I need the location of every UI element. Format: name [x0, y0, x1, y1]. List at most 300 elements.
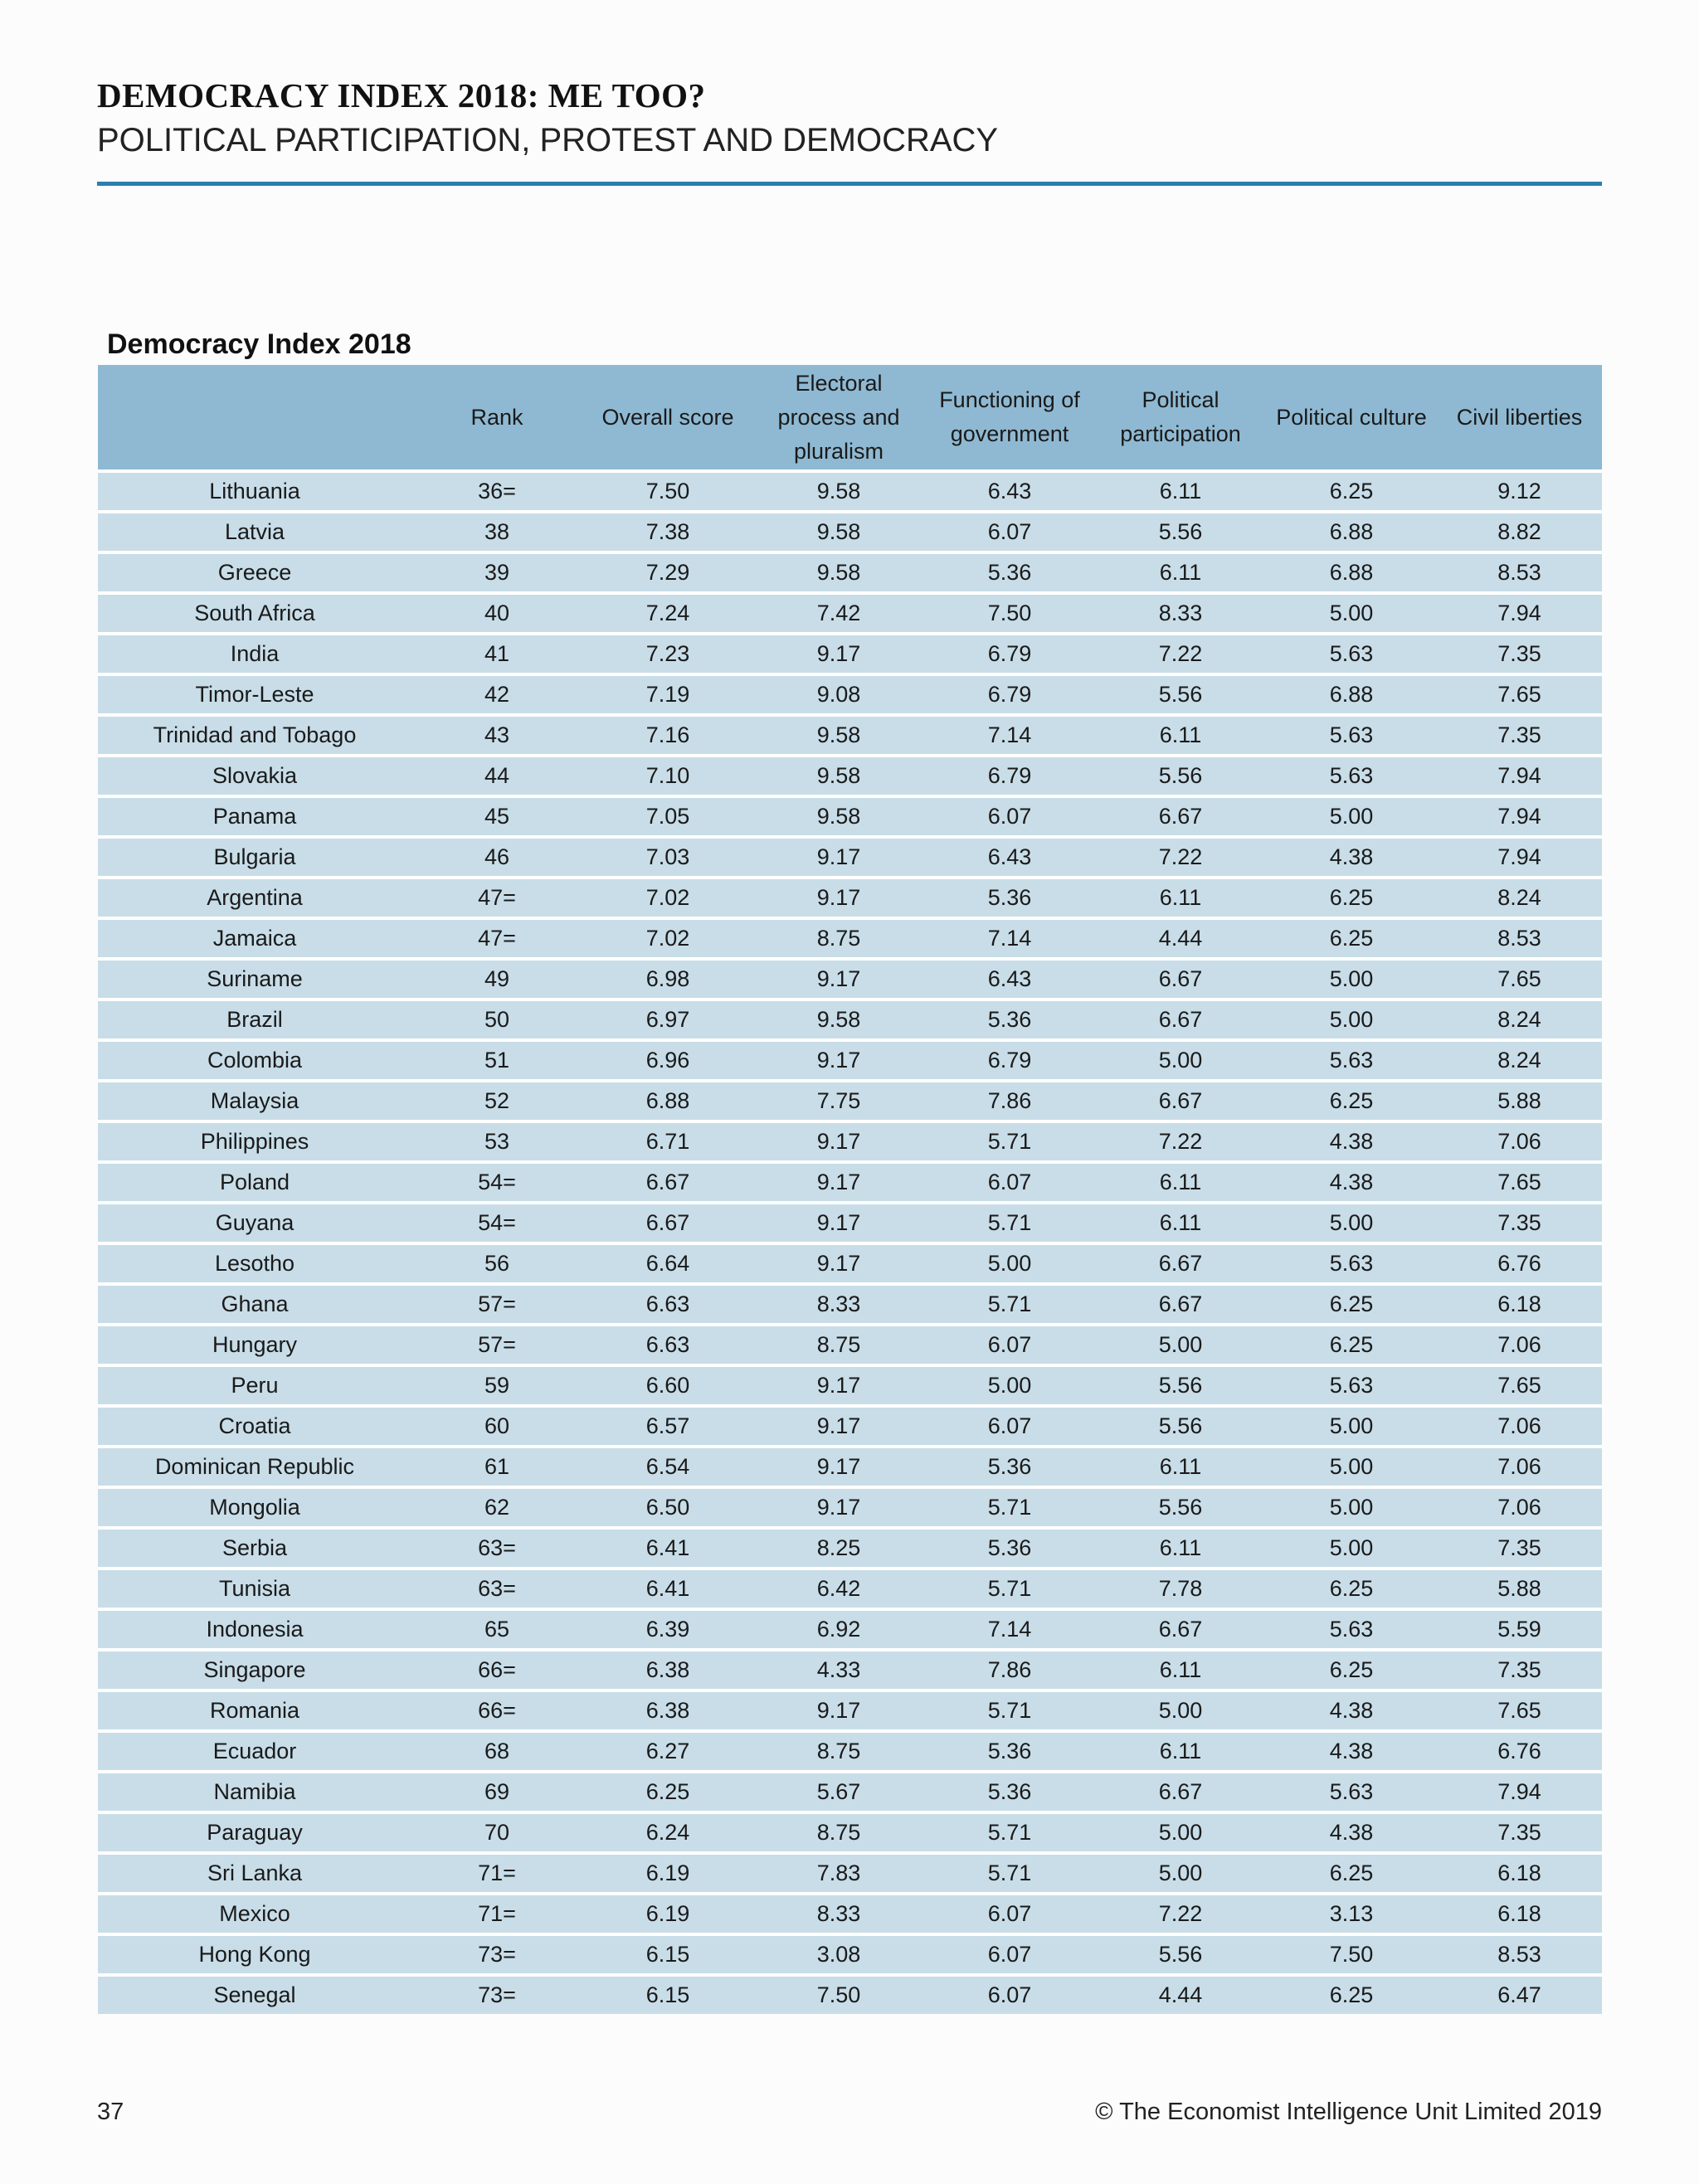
country-cell: India: [98, 632, 411, 673]
functioning-of-government-cell: 5.71: [924, 1567, 1095, 1608]
political-participation-cell: 6.67: [1095, 1242, 1266, 1282]
electoral-process-cell: 8.75: [753, 917, 924, 957]
copyright-notice: © The Economist Intelligence Unit Limited 2019: [1095, 2099, 1602, 2125]
overall-score-cell: 6.63: [582, 1282, 753, 1323]
country-cell: Poland: [98, 1160, 411, 1201]
functioning-of-government-cell: 5.71: [924, 1811, 1095, 1851]
country-cell: Timor-Leste: [98, 673, 411, 713]
political-participation-cell: 5.56: [1095, 1486, 1266, 1526]
civil-liberties-cell: 7.94: [1437, 835, 1602, 876]
functioning-of-government-cell: 5.00: [924, 1364, 1095, 1404]
rank-cell: 53: [411, 1120, 582, 1160]
functioning-of-government-cell: 5.71: [924, 1486, 1095, 1526]
table-row: [98, 632, 1602, 673]
electoral-process-cell: 9.17: [753, 1364, 924, 1404]
overall-score-cell: 6.15: [582, 1973, 753, 2014]
overall-score-cell: 6.57: [582, 1404, 753, 1445]
electoral-process-cell: 9.17: [753, 1689, 924, 1729]
overall-score-cell: 6.96: [582, 1038, 753, 1079]
table-title: Democracy Index 2018: [107, 328, 411, 360]
political-culture-cell: 5.00: [1266, 1404, 1437, 1445]
electoral-process-cell: 8.75: [753, 1811, 924, 1851]
column-header-political-culture: Political culture: [1266, 365, 1437, 469]
rank-cell: 47=: [411, 917, 582, 957]
political-culture-cell: 5.00: [1266, 1201, 1437, 1242]
functioning-of-government-cell: 6.07: [924, 1973, 1095, 2014]
functioning-of-government-cell: 5.00: [924, 1242, 1095, 1282]
electoral-process-cell: 9.58: [753, 713, 924, 754]
civil-liberties-cell: 7.94: [1437, 1770, 1602, 1811]
table-row: [98, 1404, 1602, 1445]
political-culture-cell: 6.25: [1266, 1851, 1437, 1892]
rank-cell: 57=: [411, 1282, 582, 1323]
civil-liberties-cell: 9.12: [1437, 469, 1602, 510]
country-cell: Indonesia: [98, 1608, 411, 1648]
electoral-process-cell: 9.17: [753, 1038, 924, 1079]
overall-score-cell: 6.67: [582, 1201, 753, 1242]
overall-score-cell: 6.97: [582, 998, 753, 1038]
political-participation-cell: 6.11: [1095, 1729, 1266, 1770]
overall-score-cell: 7.02: [582, 876, 753, 917]
electoral-process-cell: 8.33: [753, 1282, 924, 1323]
country-cell: Mongolia: [98, 1486, 411, 1526]
political-culture-cell: 7.50: [1266, 1933, 1437, 1973]
rank-cell: 43: [411, 713, 582, 754]
overall-score-cell: 6.98: [582, 957, 753, 998]
functioning-of-government-cell: 5.71: [924, 1120, 1095, 1160]
electoral-process-cell: 9.17: [753, 957, 924, 998]
header-divider: [97, 182, 1602, 186]
functioning-of-government-cell: 7.86: [924, 1648, 1095, 1689]
political-culture-cell: 4.38: [1266, 1811, 1437, 1851]
overall-score-cell: 7.10: [582, 754, 753, 795]
table-row: [98, 1648, 1602, 1689]
functioning-of-government-cell: 5.36: [924, 1445, 1095, 1486]
overall-score-cell: 7.02: [582, 917, 753, 957]
overall-score-cell: 6.41: [582, 1567, 753, 1608]
functioning-of-government-cell: 5.71: [924, 1201, 1095, 1242]
electoral-process-cell: 9.17: [753, 1404, 924, 1445]
political-participation-cell: 5.00: [1095, 1811, 1266, 1851]
rank-cell: 51: [411, 1038, 582, 1079]
electoral-process-cell: 9.58: [753, 551, 924, 591]
civil-liberties-cell: 8.24: [1437, 876, 1602, 917]
column-header-rank: Rank: [411, 365, 582, 469]
country-cell: Lithuania: [98, 469, 411, 510]
rank-cell: 54=: [411, 1201, 582, 1242]
rank-cell: 61: [411, 1445, 582, 1486]
overall-score-cell: 7.05: [582, 795, 753, 835]
political-participation-cell: 6.67: [1095, 795, 1266, 835]
country-cell: Jamaica: [98, 917, 411, 957]
country-cell: Brazil: [98, 998, 411, 1038]
political-participation-cell: 6.11: [1095, 1648, 1266, 1689]
political-participation-cell: 7.22: [1095, 1120, 1266, 1160]
overall-score-cell: 6.63: [582, 1323, 753, 1364]
electoral-process-cell: 9.17: [753, 632, 924, 673]
political-participation-cell: 5.56: [1095, 510, 1266, 551]
civil-liberties-cell: 6.76: [1437, 1242, 1602, 1282]
political-participation-cell: 5.56: [1095, 1364, 1266, 1404]
civil-liberties-cell: 8.53: [1437, 551, 1602, 591]
electoral-process-cell: 9.08: [753, 673, 924, 713]
electoral-process-cell: 8.75: [753, 1729, 924, 1770]
country-cell: Bulgaria: [98, 835, 411, 876]
political-participation-cell: 6.67: [1095, 1282, 1266, 1323]
functioning-of-government-cell: 5.36: [924, 998, 1095, 1038]
country-cell: Tunisia: [98, 1567, 411, 1608]
rank-cell: 38: [411, 510, 582, 551]
table-row: [98, 1282, 1602, 1323]
column-header-electoral-process: Electoral process and pluralism: [753, 365, 924, 469]
civil-liberties-cell: 7.35: [1437, 1648, 1602, 1689]
political-culture-cell: 3.13: [1266, 1892, 1437, 1933]
column-header-civil-liberties: Civil liberties: [1437, 365, 1602, 469]
page-title: DEMOCRACY INDEX 2018: ME TOO?: [97, 76, 706, 114]
overall-score-cell: 7.16: [582, 713, 753, 754]
civil-liberties-cell: 7.65: [1437, 1364, 1602, 1404]
rank-cell: 46: [411, 835, 582, 876]
political-participation-cell: 7.78: [1095, 1567, 1266, 1608]
table-row: [98, 1811, 1602, 1851]
table-row: [98, 1038, 1602, 1079]
political-participation-cell: 7.22: [1095, 835, 1266, 876]
rank-cell: 56: [411, 1242, 582, 1282]
country-cell: Greece: [98, 551, 411, 591]
political-participation-cell: 6.11: [1095, 1445, 1266, 1486]
political-culture-cell: 5.00: [1266, 1486, 1437, 1526]
political-participation-cell: 6.11: [1095, 469, 1266, 510]
table-row: [98, 1933, 1602, 1973]
political-participation-cell: 6.67: [1095, 998, 1266, 1038]
table-row: [98, 673, 1602, 713]
table-row: [98, 510, 1602, 551]
overall-score-cell: 7.29: [582, 551, 753, 591]
overall-score-cell: 7.23: [582, 632, 753, 673]
table-row: [98, 1079, 1602, 1120]
civil-liberties-cell: 7.65: [1437, 1160, 1602, 1201]
political-culture-cell: 6.25: [1266, 917, 1437, 957]
political-participation-cell: 6.11: [1095, 551, 1266, 591]
political-participation-cell: 6.11: [1095, 1201, 1266, 1242]
table-row: [98, 1689, 1602, 1729]
functioning-of-government-cell: 6.43: [924, 835, 1095, 876]
electoral-process-cell: 9.58: [753, 469, 924, 510]
political-participation-cell: 5.00: [1095, 1851, 1266, 1892]
political-culture-cell: 5.00: [1266, 1445, 1437, 1486]
electoral-process-cell: 7.42: [753, 591, 924, 632]
political-culture-cell: 6.25: [1266, 876, 1437, 917]
political-culture-cell: 6.25: [1266, 1567, 1437, 1608]
rank-cell: 66=: [411, 1648, 582, 1689]
political-culture-cell: 4.38: [1266, 1689, 1437, 1729]
country-cell: Panama: [98, 795, 411, 835]
political-participation-cell: 6.67: [1095, 957, 1266, 998]
functioning-of-government-cell: 6.79: [924, 673, 1095, 713]
overall-score-cell: 6.54: [582, 1445, 753, 1486]
table-row: [98, 998, 1602, 1038]
political-culture-cell: 6.88: [1266, 673, 1437, 713]
political-culture-cell: 4.38: [1266, 1120, 1437, 1160]
overall-score-cell: 6.15: [582, 1933, 753, 1973]
civil-liberties-cell: 7.35: [1437, 1526, 1602, 1567]
electoral-process-cell: 7.75: [753, 1079, 924, 1120]
overall-score-cell: 7.03: [582, 835, 753, 876]
country-cell: Hungary: [98, 1323, 411, 1364]
political-culture-cell: 5.00: [1266, 998, 1437, 1038]
rank-cell: 44: [411, 754, 582, 795]
electoral-process-cell: 6.42: [753, 1567, 924, 1608]
political-culture-cell: 5.63: [1266, 713, 1437, 754]
electoral-process-cell: 9.58: [753, 795, 924, 835]
country-cell: Romania: [98, 1689, 411, 1729]
political-culture-cell: 6.25: [1266, 1323, 1437, 1364]
political-culture-cell: 4.38: [1266, 1729, 1437, 1770]
political-culture-cell: 6.25: [1266, 469, 1437, 510]
table-row: [98, 1323, 1602, 1364]
table-row: [98, 1120, 1602, 1160]
rank-cell: 50: [411, 998, 582, 1038]
rank-cell: 45: [411, 795, 582, 835]
civil-liberties-cell: 7.94: [1437, 754, 1602, 795]
electoral-process-cell: 8.25: [753, 1526, 924, 1567]
electoral-process-cell: 9.58: [753, 510, 924, 551]
civil-liberties-cell: 5.88: [1437, 1567, 1602, 1608]
electoral-process-cell: 9.17: [753, 1120, 924, 1160]
electoral-process-cell: 9.17: [753, 1486, 924, 1526]
electoral-process-cell: 3.08: [753, 1933, 924, 1973]
political-culture-cell: 6.88: [1266, 510, 1437, 551]
country-cell: Croatia: [98, 1404, 411, 1445]
page-subtitle: POLITICAL PARTICIPATION, PROTEST AND DEMOCRACY: [97, 122, 999, 158]
overall-score-cell: 6.25: [582, 1770, 753, 1811]
civil-liberties-cell: 7.35: [1437, 1201, 1602, 1242]
country-cell: Colombia: [98, 1038, 411, 1079]
civil-liberties-cell: 8.53: [1437, 1933, 1602, 1973]
electoral-process-cell: 5.67: [753, 1770, 924, 1811]
electoral-process-cell: 7.50: [753, 1973, 924, 2014]
rank-cell: 52: [411, 1079, 582, 1120]
civil-liberties-cell: 7.06: [1437, 1404, 1602, 1445]
civil-liberties-cell: 7.94: [1437, 591, 1602, 632]
civil-liberties-cell: 6.76: [1437, 1729, 1602, 1770]
table-row: [98, 1526, 1602, 1567]
functioning-of-government-cell: 7.86: [924, 1079, 1095, 1120]
civil-liberties-cell: 7.65: [1437, 957, 1602, 998]
table-row: [98, 591, 1602, 632]
country-cell: Dominican Republic: [98, 1445, 411, 1486]
civil-liberties-cell: 5.59: [1437, 1608, 1602, 1648]
overall-score-cell: 6.60: [582, 1364, 753, 1404]
country-cell: Lesotho: [98, 1242, 411, 1282]
table-header-row: [98, 365, 1602, 469]
functioning-of-government-cell: 6.79: [924, 1038, 1095, 1079]
country-cell: Hong Kong: [98, 1933, 411, 1973]
overall-score-cell: 6.41: [582, 1526, 753, 1567]
functioning-of-government-cell: 5.36: [924, 1770, 1095, 1811]
page-number: 37: [97, 2099, 124, 2125]
electoral-process-cell: 9.58: [753, 998, 924, 1038]
table-body: [98, 469, 1602, 2014]
table-row: [98, 1201, 1602, 1242]
overall-score-cell: 7.50: [582, 469, 753, 510]
rank-cell: 73=: [411, 1933, 582, 1973]
functioning-of-government-cell: 6.07: [924, 1892, 1095, 1933]
civil-liberties-cell: 8.53: [1437, 917, 1602, 957]
column-header-functioning-of-government: Functioning of government: [924, 365, 1095, 469]
rank-cell: 60: [411, 1404, 582, 1445]
political-participation-cell: 6.11: [1095, 1160, 1266, 1201]
functioning-of-government-cell: 6.07: [924, 1933, 1095, 1973]
political-culture-cell: 6.25: [1266, 1079, 1437, 1120]
column-header-political-participation: Political participation: [1095, 365, 1266, 469]
electoral-process-cell: 9.17: [753, 1160, 924, 1201]
table-row: [98, 1242, 1602, 1282]
rank-cell: 41: [411, 632, 582, 673]
political-participation-cell: 6.67: [1095, 1770, 1266, 1811]
political-culture-cell: 5.63: [1266, 632, 1437, 673]
country-cell: Singapore: [98, 1648, 411, 1689]
overall-score-cell: 7.19: [582, 673, 753, 713]
overall-score-cell: 6.19: [582, 1892, 753, 1933]
overall-score-cell: 6.19: [582, 1851, 753, 1892]
functioning-of-government-cell: 6.07: [924, 795, 1095, 835]
overall-score-cell: 6.64: [582, 1242, 753, 1282]
overall-score-cell: 6.39: [582, 1608, 753, 1648]
country-cell: Ecuador: [98, 1729, 411, 1770]
electoral-process-cell: 9.17: [753, 1242, 924, 1282]
civil-liberties-cell: 7.06: [1437, 1323, 1602, 1364]
political-participation-cell: 5.00: [1095, 1323, 1266, 1364]
overall-score-cell: 7.38: [582, 510, 753, 551]
civil-liberties-cell: 5.88: [1437, 1079, 1602, 1120]
table-row: [98, 551, 1602, 591]
overall-score-cell: 6.50: [582, 1486, 753, 1526]
rank-cell: 65: [411, 1608, 582, 1648]
electoral-process-cell: 4.33: [753, 1648, 924, 1689]
functioning-of-government-cell: 5.36: [924, 1729, 1095, 1770]
civil-liberties-cell: 7.06: [1437, 1120, 1602, 1160]
political-culture-cell: 5.00: [1266, 591, 1437, 632]
overall-score-cell: 6.38: [582, 1689, 753, 1729]
political-culture-cell: 5.63: [1266, 1608, 1437, 1648]
table-row: [98, 1445, 1602, 1486]
political-participation-cell: 6.11: [1095, 713, 1266, 754]
table-row: [98, 1486, 1602, 1526]
country-cell: Peru: [98, 1364, 411, 1404]
country-cell: Serbia: [98, 1526, 411, 1567]
civil-liberties-cell: 7.35: [1437, 1811, 1602, 1851]
civil-liberties-cell: 7.06: [1437, 1486, 1602, 1526]
political-culture-cell: 4.38: [1266, 1160, 1437, 1201]
rank-cell: 71=: [411, 1892, 582, 1933]
political-culture-cell: 5.63: [1266, 1364, 1437, 1404]
functioning-of-government-cell: 5.71: [924, 1851, 1095, 1892]
rank-cell: 36=: [411, 469, 582, 510]
civil-liberties-cell: 7.35: [1437, 632, 1602, 673]
functioning-of-government-cell: 5.71: [924, 1689, 1095, 1729]
political-culture-cell: 6.25: [1266, 1973, 1437, 2014]
political-participation-cell: 5.00: [1095, 1689, 1266, 1729]
political-culture-cell: 5.63: [1266, 754, 1437, 795]
overall-score-cell: 6.38: [582, 1648, 753, 1689]
page-header: [97, 75, 1602, 161]
country-cell: South Africa: [98, 591, 411, 632]
overall-score-cell: 6.71: [582, 1120, 753, 1160]
civil-liberties-cell: 7.65: [1437, 673, 1602, 713]
civil-liberties-cell: 8.24: [1437, 1038, 1602, 1079]
civil-liberties-cell: 6.47: [1437, 1973, 1602, 2014]
table-row: [98, 957, 1602, 998]
functioning-of-government-cell: 5.36: [924, 876, 1095, 917]
electoral-process-cell: 9.17: [753, 835, 924, 876]
functioning-of-government-cell: 6.07: [924, 1323, 1095, 1364]
political-participation-cell: 5.56: [1095, 754, 1266, 795]
rank-cell: 70: [411, 1811, 582, 1851]
political-participation-cell: 5.56: [1095, 673, 1266, 713]
functioning-of-government-cell: 6.07: [924, 1404, 1095, 1445]
political-participation-cell: 6.67: [1095, 1079, 1266, 1120]
electoral-process-cell: 9.17: [753, 876, 924, 917]
country-cell: Argentina: [98, 876, 411, 917]
functioning-of-government-cell: 7.14: [924, 713, 1095, 754]
electoral-process-cell: 6.92: [753, 1608, 924, 1648]
political-participation-cell: 8.33: [1095, 591, 1266, 632]
political-culture-cell: 5.00: [1266, 957, 1437, 998]
rank-cell: 47=: [411, 876, 582, 917]
country-cell: Latvia: [98, 510, 411, 551]
rank-cell: 57=: [411, 1323, 582, 1364]
political-participation-cell: 7.22: [1095, 632, 1266, 673]
political-culture-cell: 5.63: [1266, 1038, 1437, 1079]
overall-score-cell: 7.24: [582, 591, 753, 632]
political-participation-cell: 5.56: [1095, 1404, 1266, 1445]
rank-cell: 39: [411, 551, 582, 591]
civil-liberties-cell: 8.24: [1437, 998, 1602, 1038]
overall-score-cell: 6.24: [582, 1811, 753, 1851]
political-participation-cell: 5.56: [1095, 1933, 1266, 1973]
functioning-of-government-cell: 6.07: [924, 1160, 1095, 1201]
table-row: [98, 1364, 1602, 1404]
table-row: [98, 1892, 1602, 1933]
table-row: [98, 795, 1602, 835]
country-cell: Philippines: [98, 1120, 411, 1160]
country-cell: Malaysia: [98, 1079, 411, 1120]
political-culture-cell: 6.25: [1266, 1282, 1437, 1323]
table-row: [98, 1851, 1602, 1892]
electoral-process-cell: 8.75: [753, 1323, 924, 1364]
rank-cell: 59: [411, 1364, 582, 1404]
table-row: [98, 917, 1602, 957]
column-header-overall-score: Overall score: [582, 365, 753, 469]
electoral-process-cell: 9.17: [753, 1201, 924, 1242]
table-row: [98, 876, 1602, 917]
political-culture-cell: 6.25: [1266, 1648, 1437, 1689]
electoral-process-cell: 9.58: [753, 754, 924, 795]
electoral-process-cell: 9.17: [753, 1445, 924, 1486]
table-row: [98, 1608, 1602, 1648]
table-row: [98, 469, 1602, 510]
civil-liberties-cell: 7.65: [1437, 1689, 1602, 1729]
table-row: [98, 713, 1602, 754]
political-participation-cell: 6.11: [1095, 876, 1266, 917]
electoral-process-cell: 7.83: [753, 1851, 924, 1892]
rank-cell: 68: [411, 1729, 582, 1770]
political-participation-cell: 4.44: [1095, 917, 1266, 957]
civil-liberties-cell: 6.18: [1437, 1851, 1602, 1892]
political-participation-cell: 6.11: [1095, 1526, 1266, 1567]
table-row: [98, 835, 1602, 876]
